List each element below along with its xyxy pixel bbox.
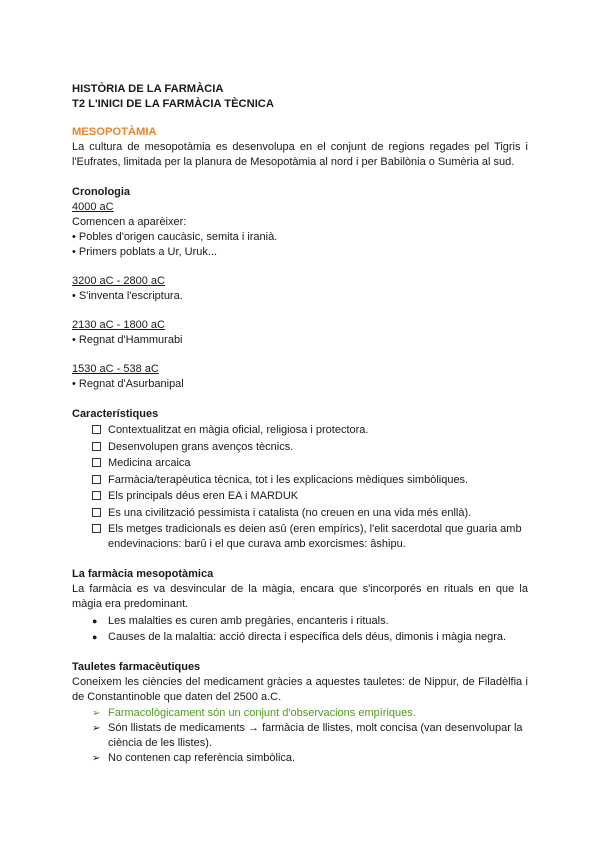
arrow-bullet-icon: ➢ [92,723,101,734]
checklist-item: Farmàcia/terapèutica tècnica, tot i les explicacions mèdiques simbòliques. [92,473,528,488]
cronologia-period-3 [72,318,528,348]
cronologia-period-4 [72,362,528,392]
checklist-item: Els principals déus eren EA i MARDUK [92,489,528,504]
list-item: ➢ Són llistats de medicaments → farmàcia de llistes, molt concisa (van desenvolupar la ciència de les llistes). [92,722,523,749]
mesopotamia-intro: La cultura de mesopotàmia es desenvolupa en el conjunt de regions regades pel Tigris i l'Eufrates, limitada per la planura de Mesopotàmia al nord i per Babilònia o Sumèria al sud. [72,141,528,168]
period-line: • Primers poblats a Ur, Uruk... [72,246,218,258]
farmacia-heading: La farmàcia mesopotàmica [72,568,214,580]
checkbox-icon[interactable] [92,524,101,533]
checklist-item: Contextualitzat en màgia oficial, religiosa i protectora. [92,423,528,438]
period-date: 4000 aC [72,201,114,213]
period-date: 2130 aC - 1800 aC [72,319,165,331]
period-line: • Pobles d'origen caucàsic, semita i iranià. [72,231,278,243]
checkbox-icon[interactable] [92,475,101,484]
caracteristiques-heading: Característiques [72,408,159,420]
checklist-item: Els metges tradicionals es deien asû (eren empírics), l'elit sacerdotal que guaria amb endevinacions: barû i el que curava amb exorcismes: âshipu. [92,522,528,552]
cronologia-heading: Cronologia [72,186,131,198]
caracteristiques-list [72,423,528,552]
checklist-item: Medicina arcaica [92,456,528,471]
checkbox-icon[interactable] [92,508,101,517]
checkbox-icon[interactable] [92,425,101,434]
arrow-bullet-icon: ➢ [92,753,101,764]
doc-title-line2: T2 L'INICI DE LA FARMÀCIA TÈCNICA [72,98,274,110]
doc-title-line1: HISTÒRIA DE LA FARMÀCIA [72,83,224,95]
cronologia-period-2 [72,274,528,304]
list-item: ➢ Farmacològicament són un conjunt d'observacions empíriques. [92,707,416,719]
arrow-bullet-icon: ➢ [92,708,101,719]
tauletes-heading: Tauletes farmacèutiques [72,661,201,673]
period-line: • Regnat d'Hammurabi [72,334,183,346]
checkbox-icon[interactable] [92,442,101,451]
checkbox-icon[interactable] [92,491,101,500]
bullet-icon: ● [92,616,98,626]
list-item: ➢ No contenen cap referència simbòlica. [92,752,296,764]
farmacia-intro: La farmàcia es va desvincular de la màgia, encara que s'incorporés en rituals en que la màgia era predominant. [72,583,528,610]
list-item: ● Les malalties es curen amb pregàries, encanteris i rituals. [92,615,389,627]
period-line: • S'inventa l'escriptura. [72,290,183,302]
period-line: Comencen a aparèixer: [72,216,187,228]
farmacia-list [72,614,528,645]
period-date: 1530 aC - 538 aC [72,363,159,375]
period-date: 3200 aC - 2800 aC [72,275,165,287]
list-item: ● Causes de la malaltia: acció directa i específica dels déus, dimonis i màgia negra. [92,631,507,643]
section-heading-mesopotamia: MESOPOTÀMIA [72,126,157,138]
cronologia-period-1 [72,200,528,260]
checklist-item: Es una civilització pessimista i catalista (no creuen en una vida més enllà). [92,506,528,521]
period-line: • Regnat d'Asurbanipal [72,378,184,390]
tauletes-intro: Coneixem les ciències del medicament gràcies a aquestes tauletes: de Nippur, de Filadèlfia i de Constantinoble que daten del 2500 a.C. [72,676,528,703]
tauletes-list [72,706,528,766]
checkbox-icon[interactable] [92,458,101,467]
bullet-icon: ● [92,632,98,642]
checklist-item: Desenvolupen grans avenços tècnics. [92,440,528,455]
